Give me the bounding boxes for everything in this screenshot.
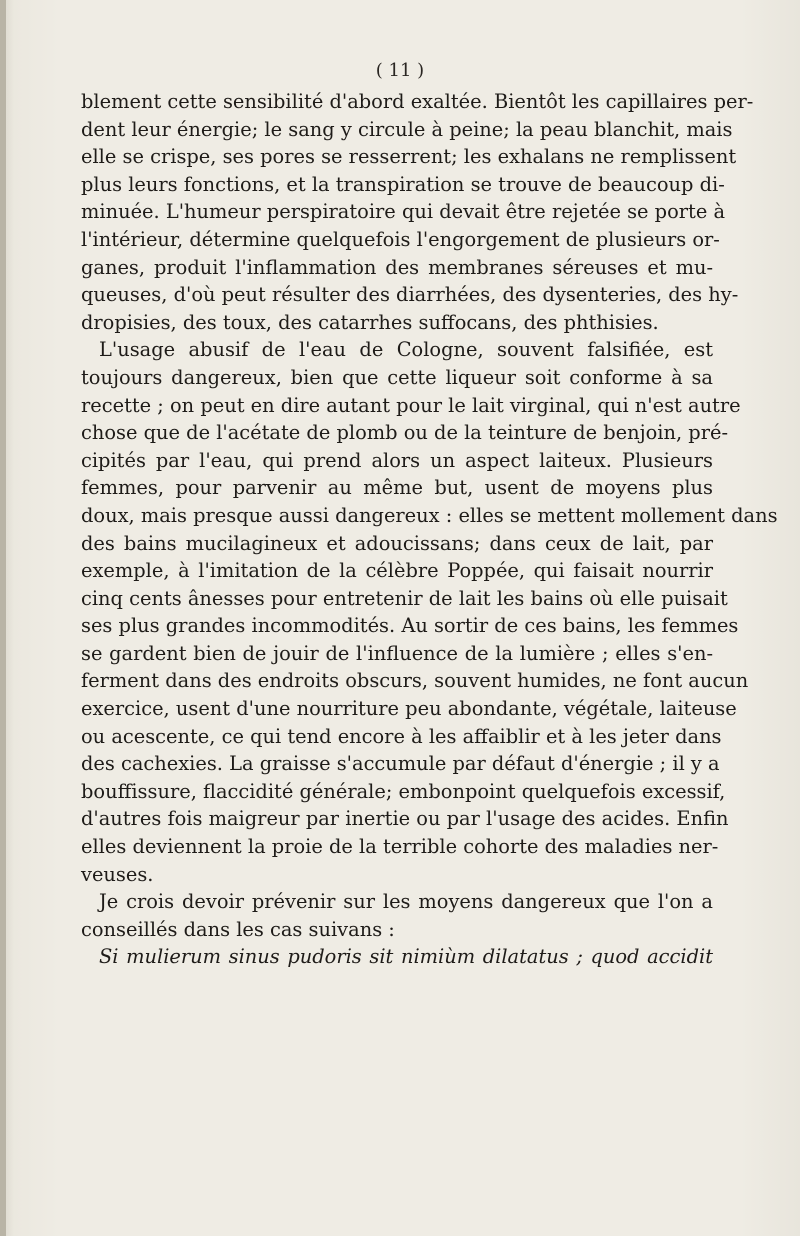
text-line-17: des bains mucilagineux et adoucissans; dans ceux de lait, par — [81, 531, 713, 555]
text-line-12: recette ; on peut en dire autant pour le lait virginal, qui n'est autre — [81, 393, 741, 417]
text-line-27: d'autres fois maigreur par inertie ou par l'usage des acides. Enfin — [81, 807, 729, 831]
text-line-10: L'usage abusif de l'eau de Cologne, souvent falsifiée, est — [99, 338, 713, 362]
text-line-21: se gardent bien de jouir de l'influence de la lumière ; elles s'en- — [81, 641, 713, 665]
body-text — [81, 88, 778, 971]
text-line-20: ses plus grandes incommodités. Au sortir de ces bains, les femmes — [81, 614, 739, 638]
text-line-6: l'intérieur, détermine quelquefois l'engorgement de plusieurs or- — [81, 227, 720, 251]
text-line-25: des cachexies. La graisse s'accumule par défaut d'énergie ; il y a — [81, 752, 720, 776]
text-line-22: ferment dans des endroits obscurs, souvent humides, ne font aucun — [81, 669, 749, 693]
text-line-18: exemple, à l'imitation de la célèbre Poppée, qui faisait nourrir — [81, 559, 713, 583]
text-line-26: bouffissure, flaccidité générale; embonpoint quelquefois excessif, — [81, 779, 726, 803]
page-number: ( 11 ) — [375, 60, 425, 81]
text-line-16: doux, mais presque aussi dangereux : elles se mettent mollement dans — [81, 503, 778, 527]
text-line-24: ou acescente, ce qui tend encore à les affaiblir et à les jeter dans — [81, 724, 722, 748]
text-line-14: cipités par l'eau, qui prend alors un aspect laiteux. Plusieurs — [81, 448, 713, 472]
text-line-8: queuses, d'où peut résulter des diarrhées, des dysenteries, des hy- — [81, 283, 739, 307]
text-line-1: blement cette sensibilité d'abord exaltée. Bientôt les capillaires per- — [81, 90, 754, 113]
page-spine-edge — [0, 0, 6, 1236]
text-line-13: chose que de l'acétate de plomb ou de la teinture de benjoin, pré- — [81, 421, 729, 445]
text-line-4: plus leurs fonctions, et la transpiration se trouve de beaucoup di- — [81, 172, 725, 196]
text-line-23: exercice, usent d'une nourriture peu abondante, végétale, laiteuse — [81, 697, 737, 721]
text-line-9: dropisies, des toux, des catarrhes suffocans, des phthisies. — [81, 310, 659, 334]
text-line-32-latin: Si mulierum sinus pudoris sit nimiùm dilatatus ; quod accidit — [99, 945, 713, 969]
text-line-11: toujours dangereux, bien que cette liqueur soit conforme à sa — [81, 365, 713, 389]
text-line-19: cinq cents ânesses pour entretenir de lait les bains où elle puisait — [81, 586, 728, 610]
text-line-5: minuée. L'humeur perspiratoire qui devait être rejetée se porte à — [81, 200, 726, 224]
text-line-3: elle se crispe, ses pores se resserrent; les exhalans ne remplissent — [81, 145, 737, 169]
text-line-28: elles deviennent la proie de la terrible cohorte des maladies ner- — [81, 835, 719, 859]
text-line-15: femmes, pour parvenir au même but, usent de moyens plus — [81, 476, 713, 500]
text-line-29: veuses. — [81, 862, 154, 886]
text-line-30: Je crois devoir prévenir sur les moyens dangereux que l'on a — [99, 890, 713, 914]
text-line-2: dent leur énergie; le sang y circule à peine; la peau blanchit, mais — [81, 117, 733, 141]
text-line-31: conseillés dans les cas suivans : — [81, 917, 395, 941]
text-line-7: ganes, produit l'inflammation des membranes séreuses et mu- — [81, 255, 713, 279]
